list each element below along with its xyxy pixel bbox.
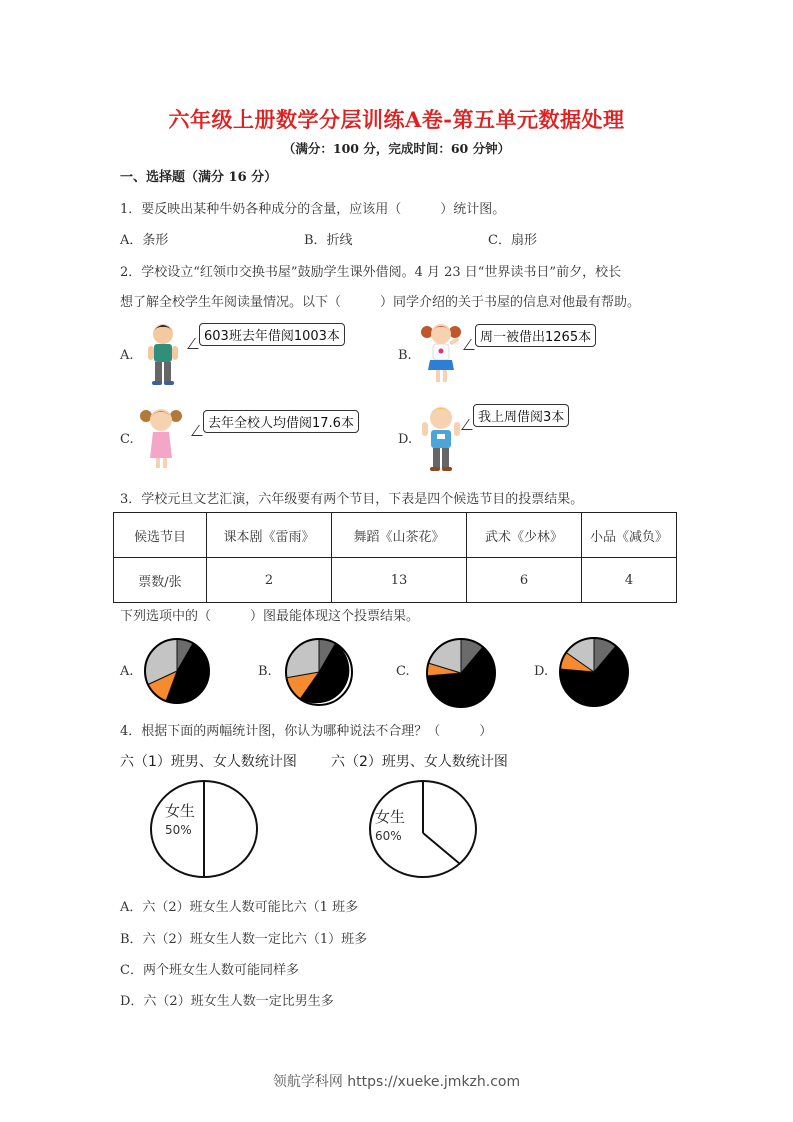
vote-results-table <box>113 512 677 603</box>
q1-option-a: A．条形 <box>120 233 169 248</box>
class-1-girls-label: 女生 <box>165 802 196 820</box>
table-cell: 课本剧《雷雨》 <box>207 513 332 558</box>
document-title: 六年级上册数学分层训练A卷-第五单元数据处理 <box>168 107 625 132</box>
q1-option-b: B．折线 <box>304 233 353 248</box>
q4-option-d: D．六（2）班女生人数一定比男生多 <box>120 994 334 1009</box>
question-4-stem: 4．根据下面的两幅统计图，你认为哪种说法不合理？（ ） <box>120 724 493 739</box>
q3-pie-option-a-label: A. <box>120 664 134 679</box>
q2-option-c-speech-bubble: 去年全校人均借阅17.6本 <box>203 410 359 433</box>
q2-option-a-label: A. <box>120 348 134 363</box>
q1-option-c: C．扇形 <box>488 233 537 248</box>
question-1-stem: 1．要反映出某种牛奶各种成分的含量，应该用（ ）统计图。 <box>120 202 506 217</box>
table-cell: 小品《减负》 <box>582 513 677 558</box>
class-2-girls-label: 女生 <box>375 808 406 826</box>
question-3-stem: 3．学校元旦文艺汇演，六年级要有两个节目，下表是四个候选节目的投票结果。 <box>120 492 584 507</box>
blond-boy-icon <box>418 402 464 474</box>
footer-watermark: 领航学科网 https://xueke.jmkzh.com <box>272 1074 521 1090</box>
class-2-girls-percent: 60% <box>375 829 402 843</box>
q2-option-d-label: D. <box>398 432 413 447</box>
table-header-row <box>114 513 677 558</box>
boy-character-icon <box>143 320 183 388</box>
q3-pie-option-c-label: C. <box>396 664 410 679</box>
q3-pie-option-b-label: B. <box>258 664 272 679</box>
document-subtitle: （满分：100 分，完成时间：60 分钟） <box>282 141 511 156</box>
girl-pink-dress-icon <box>138 402 184 472</box>
q2-option-a-speech-bubble: 603班去年借阅1003本 <box>199 323 345 346</box>
pie-chart-option-b <box>284 637 354 711</box>
section-heading: 一、选择题（满分 16 分） <box>120 170 278 185</box>
class-1-chart-title: 六（1）班男、女人数统计图 <box>120 754 297 770</box>
q2-option-b-speech-bubble: 周一被借出1265本 <box>475 324 596 347</box>
table-row <box>114 558 677 603</box>
table-cell: 13 <box>332 558 467 603</box>
table-cell: 舞蹈《山茶花》 <box>332 513 467 558</box>
q4-option-a: A．六（2）班女生人数可能比六（1 班多 <box>120 900 359 915</box>
table-cell: 武术《少林》 <box>467 513 582 558</box>
table-cell: 6 <box>467 558 582 603</box>
pie-chart-option-d <box>558 636 630 712</box>
table-cell: 2 <box>207 558 332 603</box>
class-1-girls-percent: 50% <box>165 823 192 837</box>
table-cell: 4 <box>582 558 677 603</box>
q4-option-c: C．两个班女生人数可能同样多 <box>120 963 299 978</box>
question-2-stem-line2: 想了解全校学生年阅读量情况。以下（ ）同学介绍的关于书屋的信息对他最有帮助。 <box>120 295 641 310</box>
class-2-chart-title: 六（2）班男、女人数统计图 <box>331 754 508 770</box>
q2-option-c-label: C. <box>120 432 134 447</box>
q3-pie-option-d-label: D. <box>534 664 549 679</box>
question-2-stem-line1: 2．学校设立“红领巾交换书屋”鼓励学生课外借阅。4 月 23 日“世界读书日”前夕，校长 <box>120 265 622 280</box>
q4-option-b: B．六（2）班女生人数一定比六（1）班多 <box>120 932 368 947</box>
table-cell: 票数/张 <box>114 558 207 603</box>
q2-option-b-label: B. <box>398 348 412 363</box>
girl-character-icon <box>418 320 464 388</box>
pie-chart-option-a <box>143 637 211 709</box>
pie-chart-option-c <box>425 637 497 713</box>
q2-option-d-speech-bubble: 我上周借阅3本 <box>473 404 569 427</box>
table-cell: 候选节目 <box>114 513 207 558</box>
question-3-prompt: 下列选项中的（ ）图最能体现这个投票结果。 <box>120 609 420 624</box>
